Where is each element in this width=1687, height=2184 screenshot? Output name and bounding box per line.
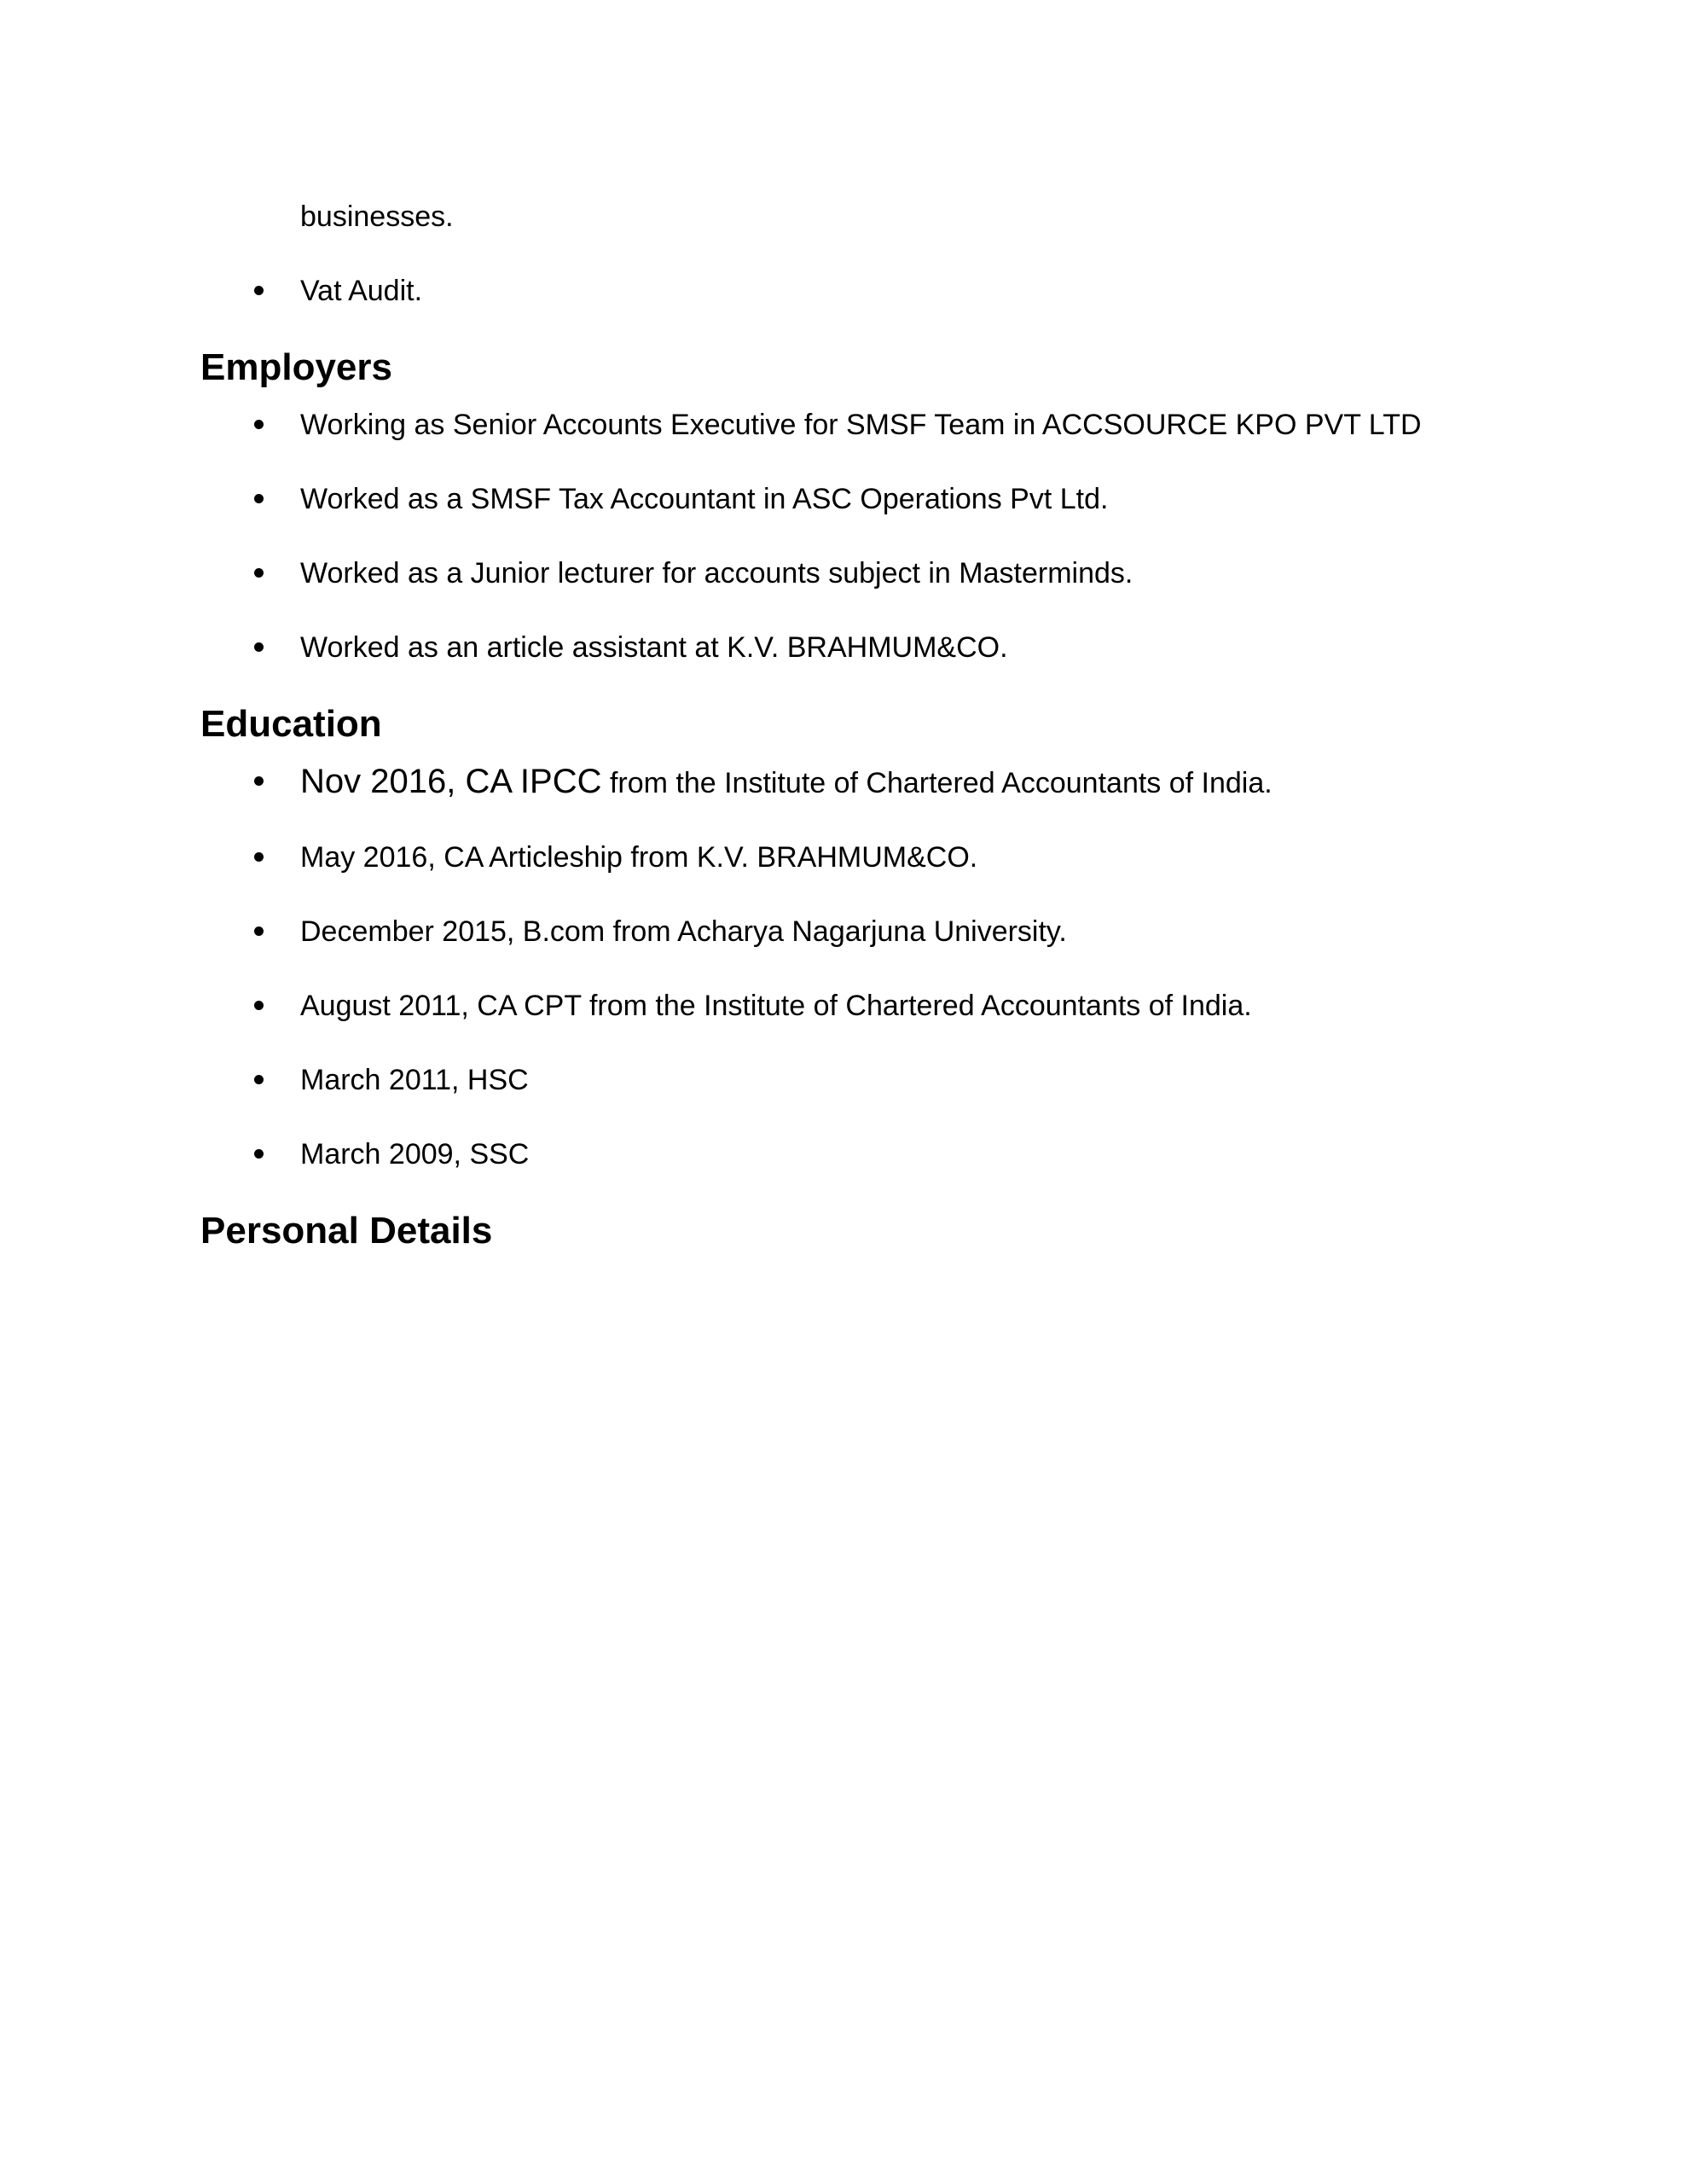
- bullet-dot-icon: [254, 494, 264, 503]
- continuation-paragraph: businesses.: [300, 200, 454, 233]
- bullet-text: Working as Senior Accounts Executive for SMSF Team in ACCSOURCE KPO PVT LTD: [300, 409, 1422, 441]
- section-heading-education: Education: [200, 703, 382, 745]
- bullet-item: [300, 839, 1491, 876]
- bullet-text: December 2015, B.com from Acharya Nagarjuna University.: [300, 915, 1067, 948]
- bullet-text: Worked as an article assistant at K.V. BRAHMUM&CO.: [300, 631, 1008, 664]
- bullet-dot-icon: [254, 1075, 264, 1084]
- bullet-item: [300, 406, 1491, 444]
- bullet-item: [300, 987, 1491, 1025]
- bullet-text: Worked as a Junior lecturer for accounts subject in Masterminds.: [300, 557, 1133, 590]
- bullet-item: [300, 763, 1491, 802]
- bullet-text: August 2011, CA CPT from the Institute of Chartered Accountants of India.: [300, 990, 1252, 1022]
- section-heading-personal-details: Personal Details: [200, 1210, 493, 1252]
- bullet-dot-icon: [254, 1149, 264, 1159]
- bullet-item: [300, 480, 1491, 518]
- bullet-text: from the Institute of Chartered Accountants of India.: [601, 767, 1272, 799]
- bullet-item: [300, 1136, 1491, 1173]
- bullet-item: [300, 555, 1491, 592]
- bullet-text: Vat Audit.: [300, 275, 423, 307]
- bullet-dot-icon: [254, 852, 264, 862]
- bullet-dot-icon: [254, 568, 264, 578]
- bullet-item: [300, 1061, 1491, 1099]
- bullet-text-lead: Nov 2016, CA IPCC: [300, 763, 602, 800]
- bullet-dot-icon: [254, 926, 264, 936]
- bullet-text: March 2011, HSC: [300, 1064, 529, 1096]
- bullet-dot-icon: [254, 420, 264, 429]
- bullet-item: [300, 913, 1491, 950]
- bullet-item: [300, 272, 1491, 310]
- bullet-text: May 2016, CA Articleship from K.V. BRAHMUM&CO.: [300, 841, 978, 874]
- section-heading-employers: Employers: [200, 346, 392, 388]
- bullet-item: [300, 629, 1491, 666]
- bullet-dot-icon: [254, 1001, 264, 1010]
- bullet-text: March 2009, SSC: [300, 1138, 530, 1170]
- bullet-text: Worked as a SMSF Tax Accountant in ASC Operations Pvt Ltd.: [300, 483, 1109, 515]
- bullet-dot-icon: [254, 286, 264, 295]
- bullet-dot-icon: [254, 776, 264, 786]
- bullet-dot-icon: [254, 642, 264, 652]
